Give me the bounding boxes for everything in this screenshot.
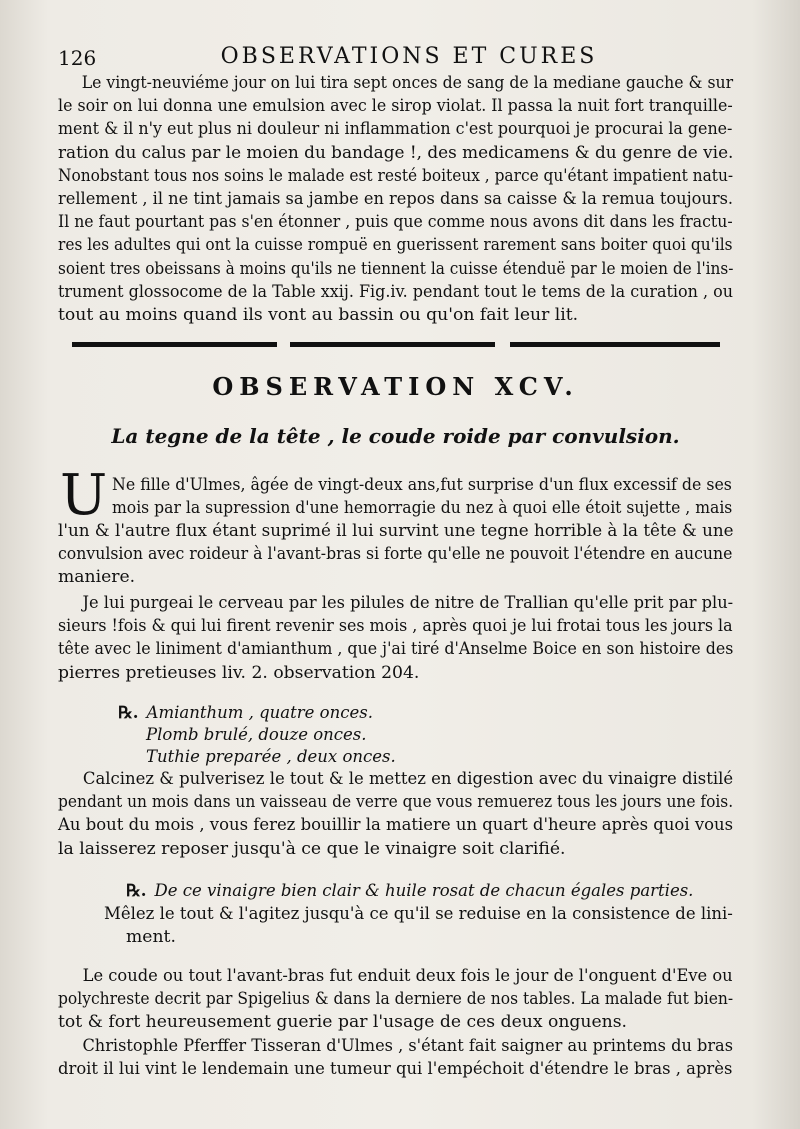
- recipe-1: [118, 702, 396, 768]
- text-line: ration du calus par le moien du bandage !, des medicamens & du genre de vie.: [58, 142, 734, 163]
- text-line: Il ne faut pourtant pas s'en étonner , puis que comme nous avons dit dans les fractu-: [58, 212, 733, 233]
- text-line: la laisserez reposer jusqu'à ce que le vinaigre soit clarifié.: [58, 838, 566, 859]
- text-line: pierres pretieuses liv. 2. observation 204.: [58, 662, 420, 683]
- text-line: polychreste decrit par Spigelius & dans la derniere de nos tables. La malade fut bien-: [58, 989, 734, 1010]
- text-line: Calcinez & pulverisez le tout & le mettez en digestion avec du vinaigre distilé: [82, 769, 734, 789]
- divider-rule-left: [72, 342, 277, 347]
- recipe-text: De ce vinaigre bien clair & huile rosat de chacun égales parties.: [154, 881, 694, 900]
- text-line: tot & fort heureusement guerie par l'usage de ces deux onguens.: [58, 1012, 628, 1033]
- recipe-line: Tuthie preparée , deux onces.: [146, 747, 396, 766]
- observation-subtitle: La tegne de la tête , le coude roide par convulsion.: [111, 424, 680, 448]
- text-line: soient tres obeissans à moins qu'ils ne tiennent la cuisse étenduë par le moien de l'ins-: [58, 258, 734, 279]
- running-head: [58, 42, 760, 72]
- text-line: ment & il n'y eut plus ni douleur ni inflammation c'est pourquoi je procurai la gene-: [58, 119, 733, 140]
- paragraph-7: [58, 1035, 733, 1081]
- text-line: rellement , il ne tint jamais sa jambe en repos dans sa caisse & la remua toujours.: [58, 189, 734, 210]
- text-line: ment.: [126, 927, 176, 948]
- text-line: Le coude ou tout l'avant-bras fut enduit deux fois le jour de l'onguent d'Eve ou: [82, 966, 733, 986]
- text-line: res les adultes qui ont la cuisse rompuë en guerissent rarement sans boiter quoi qu'ils: [58, 235, 733, 256]
- text-line: convulsion avec roideur à l'avant-bras si forte qu'elle ne pouvoit l'étendre en aucune: [58, 544, 733, 565]
- text-line: Le vingt-neuviéme jour on lui tira sept onces de sang de la mediane gauche & sur: [81, 73, 734, 93]
- recipe-sign: ℞.: [118, 703, 139, 722]
- text-line: Mêlez le tout & l'agitez jusqu'à ce qu'il se reduise en la consistence de lini-: [104, 904, 733, 924]
- recipe-line: [118, 702, 396, 724]
- paragraph-2: [58, 520, 733, 590]
- text-line: l'un & l'autre flux étant suprimé il lui survint une tegne horrible à la tête & une: [58, 521, 734, 541]
- paragraph-4: [58, 768, 733, 861]
- text-line: sieurs !fois & qui lui firent revenir ses mois , après quoi je lui frotai tous les jours la: [58, 616, 733, 637]
- running-title: OBSERVATIONS ET CURES: [220, 44, 598, 69]
- observation-title: OBSERVATION XCV.: [212, 372, 579, 401]
- drop-cap: U: [60, 463, 108, 528]
- recipe-2: [126, 880, 693, 902]
- paragraph-6: [58, 965, 733, 1035]
- text-line: Je lui purgeai le cerveau par les pilules de nitre de Trallian qu'elle prit par plu-: [82, 593, 734, 613]
- recipe-line: Plomb brulé, douze onces.: [146, 725, 367, 744]
- recipe-ingredient: Amianthum , quatre onces.: [146, 703, 373, 722]
- paragraph-3: [58, 592, 733, 685]
- text-line: maniere.: [58, 567, 136, 588]
- text-line: tête avec le liniment d'amianthum , que j'ai tiré d'Anselme Boice en son histoire des: [58, 639, 734, 660]
- divider-rule-right: [510, 342, 720, 347]
- divider-rule-center: [290, 342, 495, 347]
- text-line: pendant un mois dans un vaisseau de verre que vous remuerez tous les jours une fois.: [58, 792, 734, 813]
- text-line: Ne fille d'Ulmes, âgée de vingt-deux ans,fut surprise d'un flux excessif de ses: [112, 475, 732, 495]
- text-line: Au bout du mois , vous ferez bouillir la matiere un quart d'heure après quoi vous: [58, 815, 734, 836]
- text-line: Christophle Pferffer Tisseran d'Ulmes , s'étant fait saigner au printems du bras: [82, 1036, 733, 1056]
- paragraph-1: [58, 72, 733, 327]
- text-line: droit il lui vint le lendemain une tumeur qui l'empéchoit d'étendre le bras , après: [58, 1059, 733, 1080]
- text-line: tout au moins quand ils vont au bassin ou qu'on fait leur lit.: [58, 305, 579, 326]
- text-line: mois par la supression d'une hemorragie du nez à quoi elle étoit sujette , mais: [112, 498, 733, 519]
- text-line: Nonobstant tous nos soins le malade est resté boiteux , parce qu'étant impatient natu-: [58, 165, 734, 186]
- paragraph-2-head: [112, 474, 732, 520]
- page-number: 126: [58, 46, 97, 70]
- text-line: le soir on lui donna une emulsion avec le sirop violat. Il passa la nuit fort tranquille-: [58, 96, 733, 117]
- paragraph-5: [104, 903, 733, 949]
- text-line: trument glossocome de la Table xxij. Fig.iv. pendant tout le tems de la curation , ou: [58, 281, 734, 302]
- recipe-sign: ℞.: [126, 881, 147, 900]
